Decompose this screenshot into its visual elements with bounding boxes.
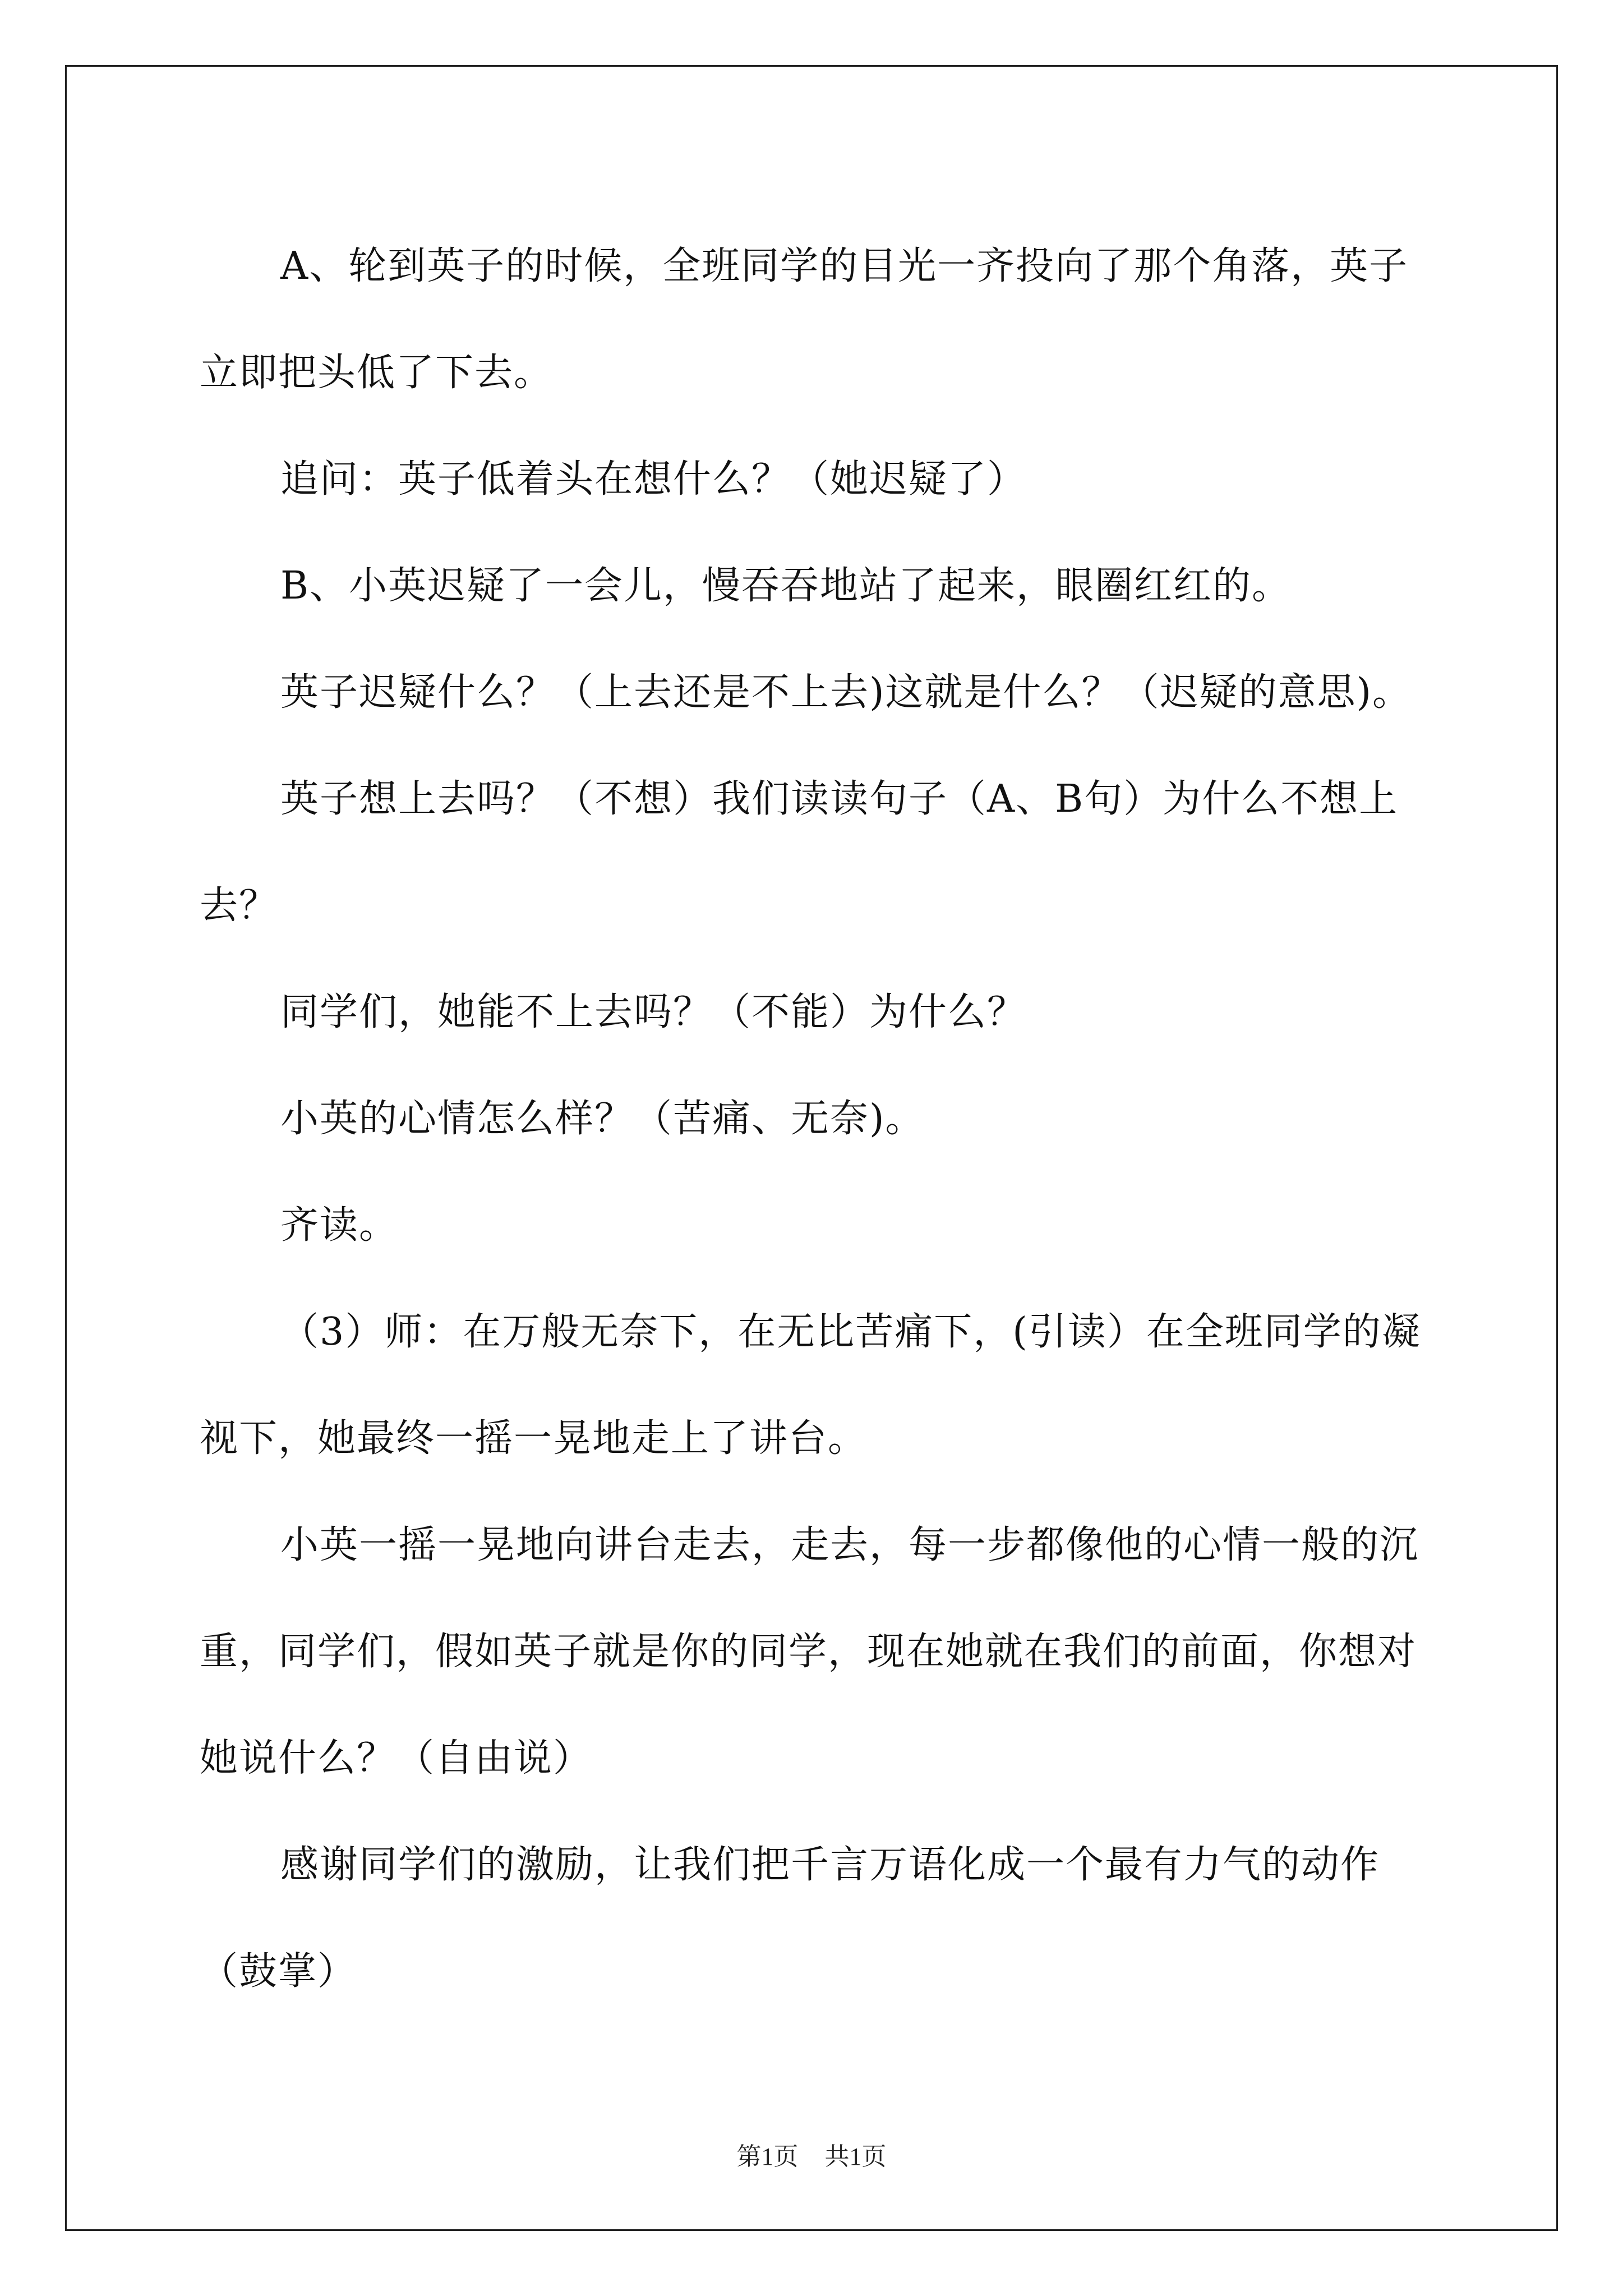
paragraph-5: 英子想上去吗？（不想）我们读读句子（A、B句）为什么不想上去？ xyxy=(200,777,1399,928)
paragraph-3: B、小英迟疑了一会儿，慢吞吞地站了起来，眼圈红红的。 xyxy=(280,564,1291,608)
paragraph-8: 齐读。 xyxy=(280,1203,399,1248)
paragraph-9: （3）师：在万般无奈下，在无比苦痛下，(引读）在全班同学的凝视下，她最终一摇一晃地走上了讲台。 xyxy=(200,1310,1421,1461)
paragraph-2: 追问：英子低着头在想什么？（她迟疑了） xyxy=(280,457,1027,501)
paragraph-6: 同学们，她能不上去吗？（不能）为什么？ xyxy=(280,990,1027,1034)
page-total: 共1页 xyxy=(824,2143,887,2170)
paragraph-4: 英子迟疑什么？（上去还是不上去)这就是什么？（迟疑的意思)。 xyxy=(280,670,1412,715)
paragraph-7: 小英的心情怎么样？（苦痛、无奈)。 xyxy=(280,1097,925,1141)
page-footer xyxy=(0,2136,1623,2172)
page-number: 第1页 xyxy=(736,2143,799,2170)
document-body xyxy=(200,213,1433,2025)
paragraph-10: 小英一摇一晃地向讲台走去，走去，每一步都像他的心情一般的沉重，同学们，假如英子就是你的同学，现在她就在我们的前面，你想对她说什么？（自由说） xyxy=(200,1523,1419,1780)
paragraph-1: A、轮到英子的时候，全班同学的目光一齐投向了那个角落，英子立即把头低了下去。 xyxy=(200,244,1409,395)
paragraph-11: 感谢同学们的激励，让我们把千言万语化成一个最有力气的动作（鼓掌） xyxy=(200,1843,1380,1994)
